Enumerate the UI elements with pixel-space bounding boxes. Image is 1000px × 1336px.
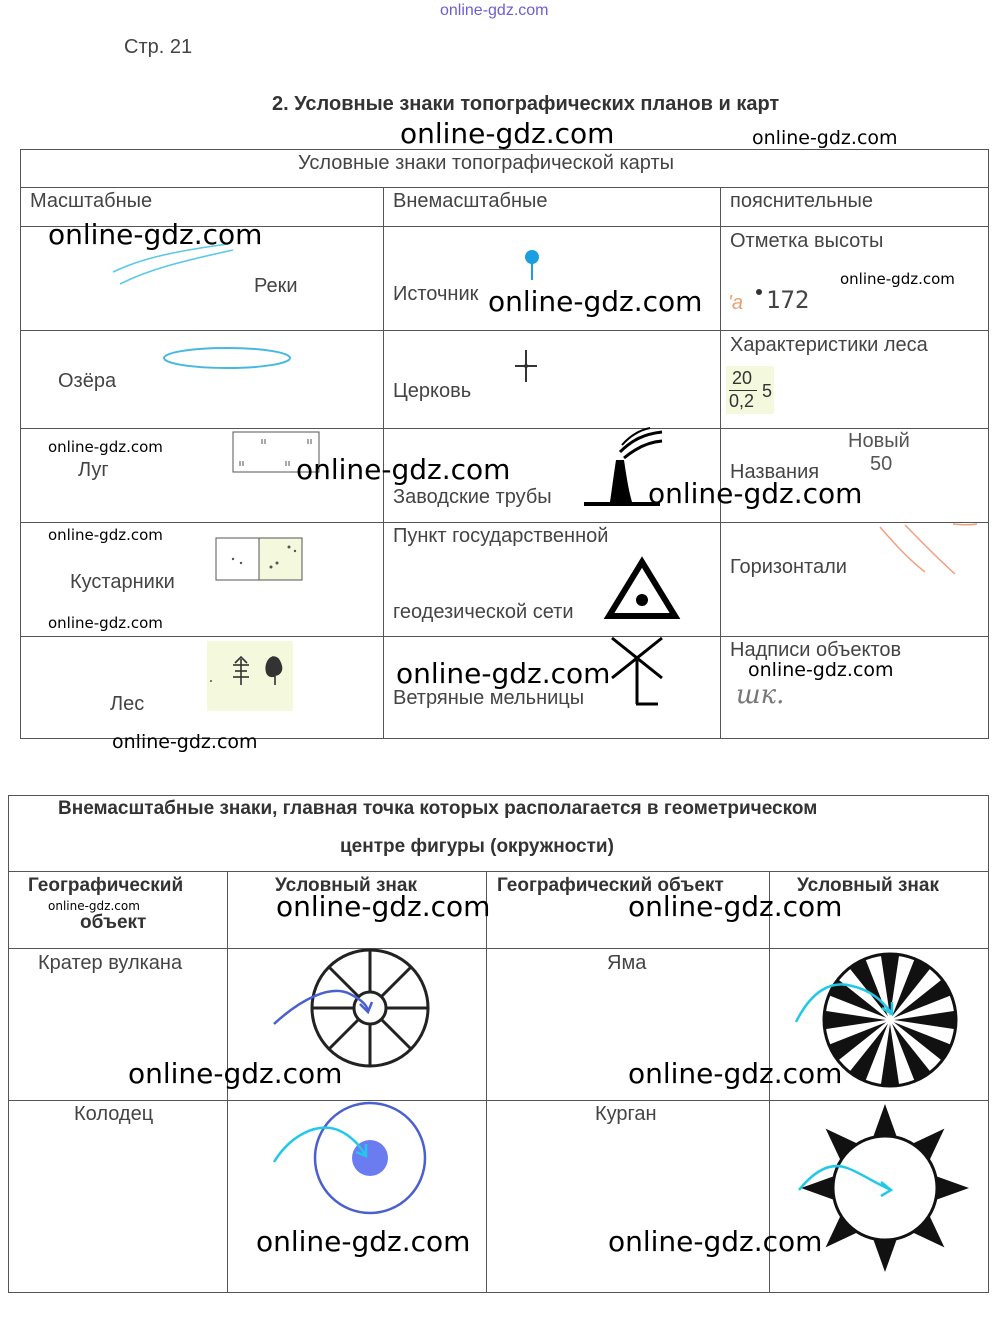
- label-windmills: Ветряные мельницы: [393, 687, 585, 709]
- watermark: online-gdz.com: [840, 270, 955, 288]
- label-factory-chimneys: Заводские трубы: [393, 486, 552, 508]
- forest-chars-top: 20: [732, 368, 753, 388]
- label-names: Названия: [730, 461, 820, 483]
- label-meadow: Луг: [78, 459, 109, 481]
- col-header-explanatory: пояснительные: [730, 190, 874, 212]
- label-spring: Источник: [393, 283, 479, 305]
- geodetic-point-icon: [605, 558, 679, 620]
- height-point-icon: [755, 288, 763, 296]
- watermark: online-gdz.com: [112, 731, 258, 753]
- col2-2-header: Условный знак: [275, 875, 417, 896]
- col-header-nonscale: Внемасштабные: [393, 190, 548, 212]
- label-rivers: Реки: [254, 275, 298, 297]
- watermark: online-gdz.com: [48, 614, 163, 632]
- label-forest-chars: Характеристики леса: [730, 334, 928, 356]
- watermark: online-gdz.com: [628, 1057, 843, 1090]
- lake-icon: [160, 345, 294, 373]
- label-volcano-crater: Кратер вулкана: [38, 952, 183, 974]
- watermark: online-gdz.com: [752, 127, 898, 149]
- windmill-icon: [608, 636, 666, 708]
- label-well: Колодец: [74, 1103, 154, 1125]
- page-label: Стр. 21: [124, 36, 193, 58]
- label-pit: Яма: [607, 952, 647, 974]
- watermark: online-gdz.com: [48, 218, 263, 251]
- top-watermark: online-gdz.com: [440, 2, 549, 19]
- label-object-inscriptions: Надписи объектов: [730, 639, 902, 661]
- table1-header: Условные знаки топографической карты: [298, 152, 675, 174]
- watermark: online-gdz.com: [628, 890, 843, 923]
- watermark: online-gdz.com: [256, 1225, 471, 1258]
- volcano-crater-icon: [270, 950, 430, 1070]
- watermark: online-gdz.com: [276, 890, 491, 923]
- col-header-scale: Масштабные: [30, 190, 153, 212]
- watermark: online-gdz.com: [296, 453, 511, 486]
- col2-3-header: Географический объект: [497, 875, 724, 896]
- label-contours: Горизонтали: [730, 556, 847, 578]
- label-forest: Лес: [110, 693, 145, 715]
- shrubs-icon: [215, 537, 303, 581]
- watermark: online-gdz.com: [648, 477, 863, 510]
- watermark: online-gdz.com: [400, 117, 615, 150]
- forest-chars-side: 5: [762, 381, 773, 401]
- watermark: online-gdz.com: [128, 1057, 343, 1090]
- label-shrubs: Кустарники: [70, 571, 175, 593]
- watermark: online-gdz.com: [608, 1225, 823, 1258]
- watermark: online-gdz.com: [48, 899, 140, 913]
- label-geodetic-point-2: геодезической сети: [393, 601, 574, 623]
- col2-1-header-line1: Географический: [28, 875, 184, 896]
- label-church: Церковь: [393, 380, 472, 402]
- table2-header-line2: центре фигуры (окружности): [340, 836, 614, 857]
- watermark: online-gdz.com: [48, 438, 163, 456]
- forest-chars-bottom: 0,2: [729, 391, 755, 411]
- watermark: online-gdz.com: [48, 526, 163, 544]
- table2-header-line1: Внемасштабные знаки, главная точка которых располагается в геометрическом: [58, 798, 818, 819]
- object-inscription-sample: шк.: [736, 680, 785, 710]
- church-icon: [512, 348, 540, 384]
- section-title: 2. Условные знаки топографических планов и карт: [272, 93, 780, 115]
- well-icon: [270, 1100, 440, 1220]
- height-mark-value: 172: [766, 286, 810, 314]
- name-sample-text: Новый: [848, 430, 910, 452]
- watermark: online-gdz.com: [396, 657, 611, 690]
- watermark: online-gdz.com: [488, 285, 703, 318]
- col2-4-header: Условный знак: [797, 875, 939, 896]
- contour-lines-icon: [875, 522, 985, 578]
- label-height-mark: Отметка высоты: [730, 230, 884, 252]
- label-lakes: Озёра: [58, 370, 117, 392]
- label-geodetic-point-1: Пункт государственной: [393, 525, 609, 547]
- spring-icon: [522, 248, 542, 282]
- col2-1-header-line2: объект: [80, 912, 147, 933]
- height-mark-prefix: 'a: [728, 292, 743, 314]
- label-mound: Курган: [595, 1103, 657, 1125]
- forest-icon: [207, 641, 293, 711]
- watermark: online-gdz.com: [748, 659, 894, 681]
- name-sample-number: 50: [870, 453, 893, 475]
